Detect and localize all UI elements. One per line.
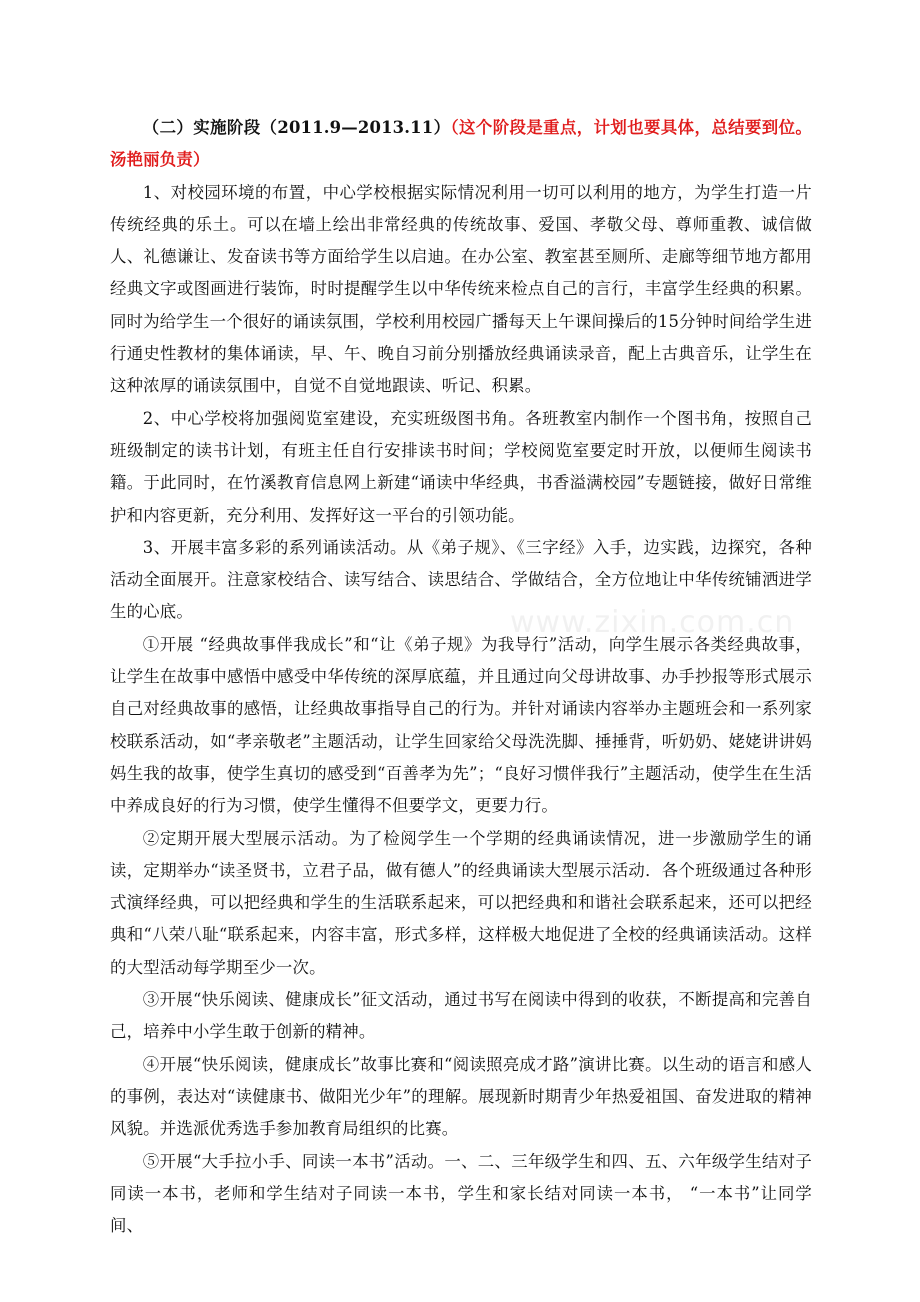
paragraph-activities: 3、开展丰富多彩的系列诵读活动。从《弟子规》、《三字经》入手，边实践，边探究，各种活动全面展开。注意家校结合、读写结合、读思结合、学做结合，全方位地让中华传统铺洒进学生的心底。 (110, 537, 812, 622)
paragraph-environment: 1、对校园环境的布置，中心学校根据实际情况利用一切可以利用的地方，为学生打造一片传统经典的乐土。可以在墙上绘出非常经典的传统故事、爱国、孝敬父母、尊师重教、诚信做人、礼德谦让、发奋读书等方面给学生以启迪。在办公室、教室甚至厕所、走廊等细节地方都用经典文字或图画进行装饰，时时提醒学生以中华传统来检点自己的言行，丰富学生经典的积累。同时为给学生一个很好的诵读氛围，学校利用校园广播每天上午课间操后的15分钟时间给学生进行通史性教材的集体诵读，早、午、晚自习前分别播放经典诵读录音，配上古典音乐，让学生在这种浓厚的诵读氛围中，自觉不自觉地跟读、听记、积累。 (110, 182, 812, 396)
paragraph-activity-3: ③开展“快乐阅读、健康成长”征文活动，通过书写在阅读中得到的收获，不断提高和完善自己，培养中小学生敢于创新的精神。 (110, 990, 812, 1042)
paragraph-reading-room: 2、中心学校将加强阅览室建设，充实班级图书角。各班教室内制作一个图书角，按照自己班级制定的读书计划，有班主任自行安排读书时间；学校阅览室要定时开放，以便师生阅读书籍。于此同时，在竹溪教育信息网上新建“诵读中华经典，书香溢满校园”专题链接，做好日常维护和内容更新，充分利用、发挥好这一平台的引领功能。 (110, 408, 812, 525)
section-heading-paragraph (110, 112, 812, 177)
section-note: （这个阶段是重点，计划也要具体，总结要到位。汤艳丽负责） (110, 118, 812, 170)
watermark-text: www.zixin.com.cn (510, 605, 795, 640)
paragraph-activity-4: ④开展“快乐阅读，健康成长”故事比赛和“阅读照亮成才路”演讲比赛。以生动的语言和感人的事例，表达对“读健康书、做阳光少年”的理解。展现新时期青少年热爱祖国、奋发进取的精神风貌。并选派优秀选手参加教育局组织的比赛。 (110, 1054, 812, 1139)
section-heading: （二）实施阶段（2011.9—2013.11） (142, 118, 451, 137)
paragraph-activity-2: ②定期开展大型展示活动。为了检阅学生一个学期的经典诵读情况，进一步激励学生的诵读，定期举办“读圣贤书，立君子品，做有德人”的经典诵读大型展示活动．各个班级通过各种形式演绎经典，可以把经典和学生的生活联系起来，可以把经典和和谐社会联系起来，还可以把经典和“八荣八耻“联系起来，内容丰富，形式多样，这样极大地促进了全校的经典诵读活动。这样的大型活动每学期至少一次。 (110, 828, 812, 977)
document-page (110, 112, 812, 1242)
paragraph-activity-5: ⑤开展“大手拉小手、同读一本书”活动。一、二、三年级学生和四、五、六年级学生结对子同读一本书，老师和学生结对子同读一本书，学生和家长结对同读一本书， “一本书”让同学间、 (110, 1151, 812, 1236)
paragraph-activity-1: ①开展 “经典故事伴我成长”和“让《弟子规》为我导行”活动，向学生展示各类经典故事，让学生在故事中感悟中感受中华传统的深厚底蕴，并且通过向父母讲故事、办手抄报等形式展示自己对经典故事的感悟，让经典故事指导自己的行为。并针对诵读内容举办主题班会和一系列家校联系活动，如“孝亲敬老”主题活动，让学生回家给父母洗洗脚、捶捶背，听奶奶、姥姥讲讲妈妈生我的故事，使学生真切的感受到“百善孝为先”；“良好习惯伴我行”主题活动，使学生在生活中养成良好的行为习惯，使学生懂得不但要学文，更要力行。 (110, 634, 812, 816)
